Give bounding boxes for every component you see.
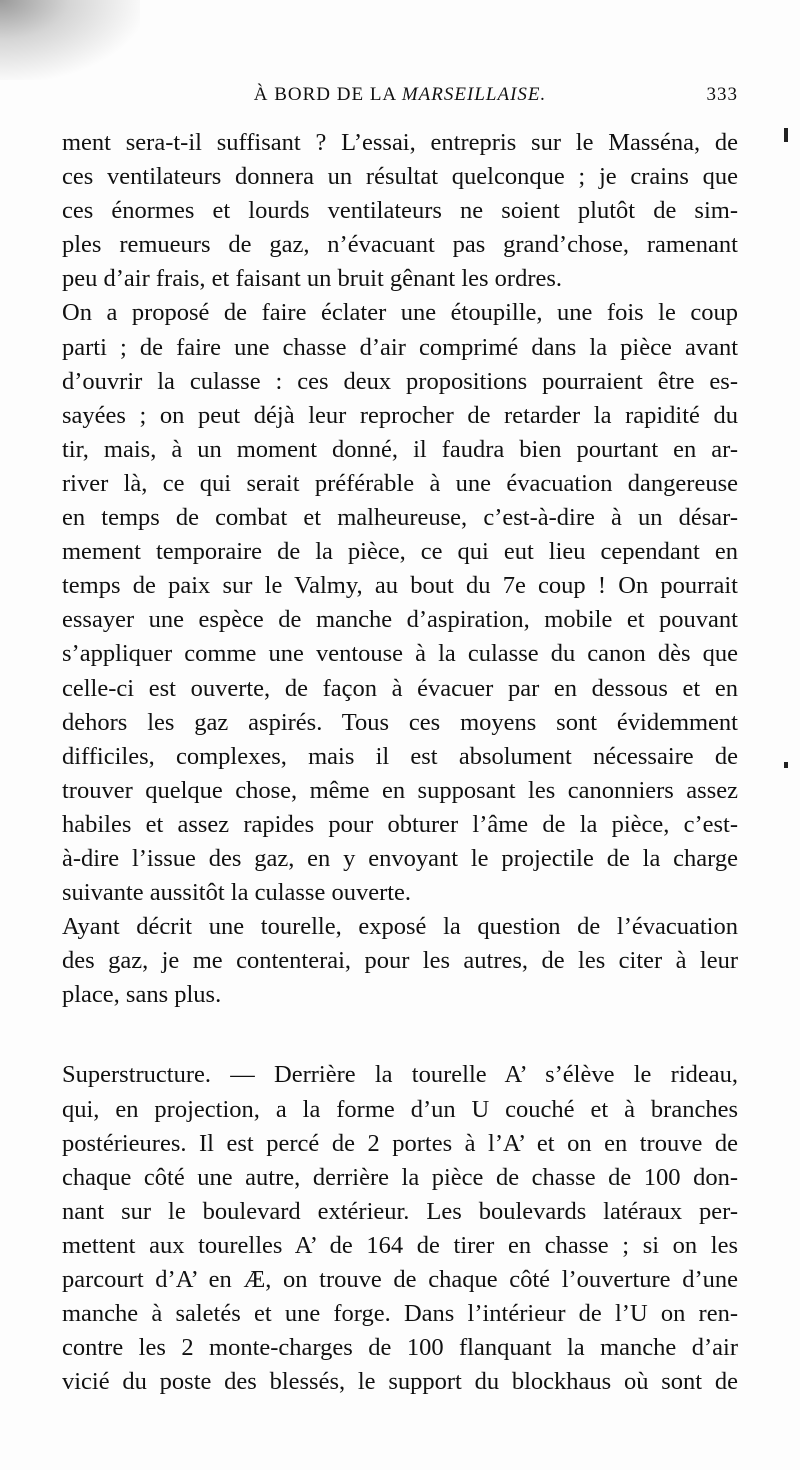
- text-line: s’appliquer comme une ventouse à la culasse du canon dès que: [62, 640, 738, 668]
- text-line: peu d’air frais, et faisant un bruit gênant les ordres.: [62, 265, 563, 293]
- running-header: [62, 84, 738, 114]
- text-line: contre les 2 monte-charges de 100 flanquant la manche d’air: [62, 1334, 738, 1362]
- text-line: habiles et assez rapides pour obturer l’âme de la pièce, c’est-: [62, 810, 738, 838]
- text-line: d’ouvrir la culasse : ces deux propositions pourraient être es-: [62, 367, 738, 395]
- text-line: des gaz, je me contenterai, pour les autres, de les citer à leur: [62, 947, 738, 975]
- text-line: ces ventilateurs donnera un résultat quelconque ; je crains que: [62, 163, 738, 191]
- text-line: sayées ; on peut déjà leur reprocher de retarder la rapidité du: [62, 401, 738, 429]
- text-line: tir, mais, à un moment donné, il faudra bien pourtant en ar-: [62, 435, 738, 463]
- text-line: vicié du poste des blessés, le support du blockhaus où sont de: [62, 1368, 738, 1396]
- body-text: [62, 126, 738, 1399]
- text-line: mettent aux tourelles A’ de 164 de tirer en chasse ; si on les: [62, 1231, 738, 1259]
- text-line: ples remueurs de gaz, n’évacuant pas grand’chose, ramenant: [62, 231, 738, 259]
- page-number: 333: [706, 84, 738, 105]
- running-title-text: À BORD DE LA: [253, 84, 402, 105]
- text-line: nant sur le boulevard extérieur. Les boulevards latéraux per-: [62, 1197, 738, 1225]
- text-line: à-dire l’issue des gaz, en y envoyant le projectile de la charge: [62, 844, 738, 872]
- text-line: celle-ci est ouverte, de façon à évacuer par en dessous et en: [62, 674, 738, 702]
- text-line: Superstructure. — Derrière la tourelle A’ s’élève le rideau,: [62, 1061, 738, 1089]
- text-line: suivante aussitôt la culasse ouverte.: [62, 879, 412, 907]
- margin-mark: [784, 762, 788, 768]
- text-line: postérieures. Il est percé de 2 portes à l’A’ et on en trouve de: [62, 1129, 738, 1157]
- text-line: Ayant décrit une tourelle, exposé la question de l’évacuation: [62, 913, 738, 941]
- text-line: chaque côté une autre, derrière la pièce de chasse de 100 don-: [62, 1163, 738, 1191]
- running-title-ship-name: MARSEILLAISE.: [401, 84, 547, 105]
- running-title: [62, 84, 738, 106]
- text-line: dehors les gaz aspirés. Tous ces moyens sont évidemment: [62, 708, 738, 736]
- text-line: qui, en projection, a la forme d’un U couché et à branches: [62, 1095, 738, 1123]
- text-line: parti ; de faire une chasse d’air comprimé dans la pièce avant: [62, 333, 738, 361]
- text-line: en temps de combat et malheureuse, c’est-à-dire à un désar-: [62, 504, 738, 532]
- text-line: ment sera-t-il suffisant ? L’essai, entrepris sur le Masséna, de: [62, 129, 738, 156]
- text-line: mement temporaire de la pièce, ce qui eut lieu cependant en: [62, 538, 738, 566]
- text-line: difficiles, complexes, mais il est absolument nécessaire de: [62, 742, 738, 770]
- text-line: river là, ce qui serait préférable à une évacuation dangereuse: [62, 469, 738, 497]
- text-line: ces énormes et lourds ventilateurs ne soient plutôt de sim-: [62, 197, 738, 225]
- text-line: essayer une espèce de manche d’aspiration, mobile et pouvant: [62, 606, 738, 634]
- text-line: On a proposé de faire éclater une étoupille, une fois le coup: [62, 299, 738, 327]
- margin-mark: [784, 128, 788, 142]
- text-line: place, sans plus.: [62, 981, 222, 1009]
- section-gap: [62, 1012, 738, 1058]
- text-line: temps de paix sur le Valmy, au bout du 7e coup ! On pourrait: [62, 572, 738, 600]
- scan-shadow: [0, 0, 140, 80]
- text-line: parcourt d’A’ en Æ, on trouve de chaque côté l’ouverture d’une: [62, 1266, 738, 1293]
- text-line: trouver quelque chose, même en supposant les canonniers assez: [62, 776, 738, 804]
- text-line: manche à saletés et une forge. Dans l’intérieur de l’U on ren-: [62, 1300, 738, 1328]
